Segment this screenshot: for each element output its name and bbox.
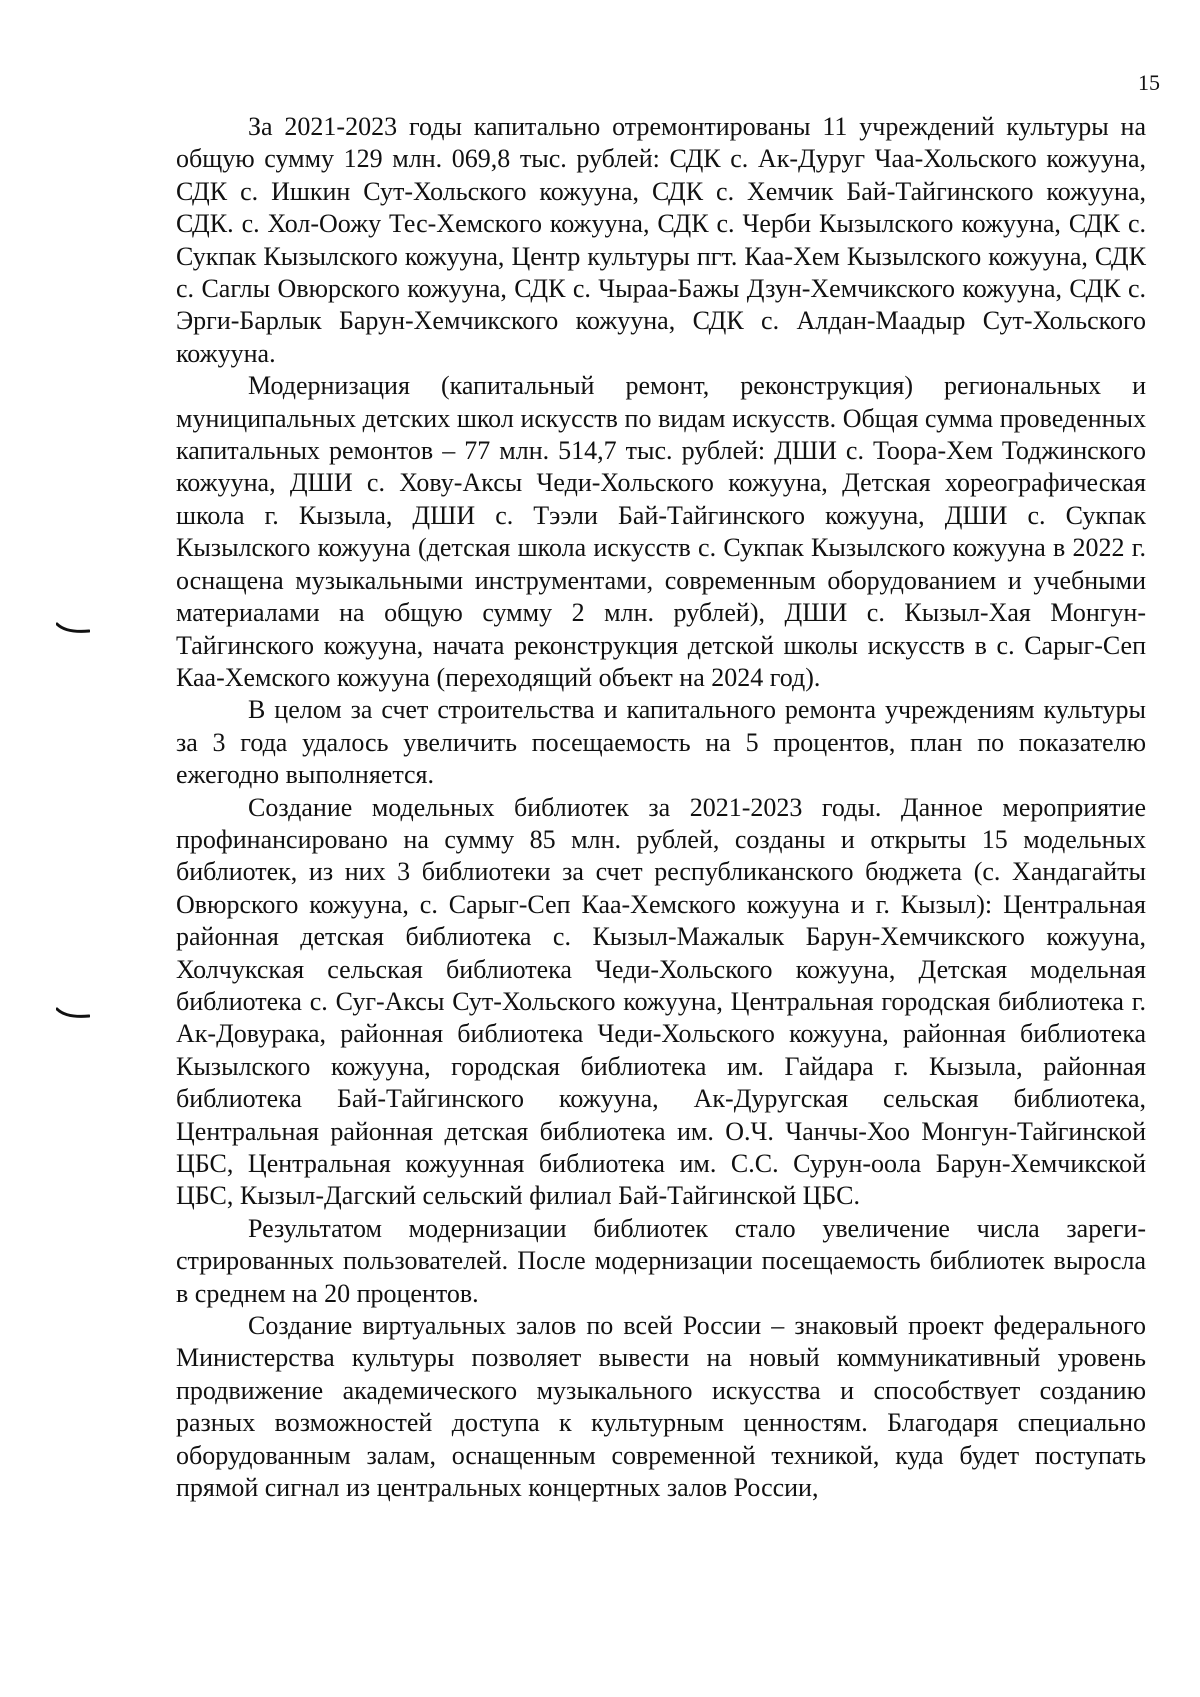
- paragraph-model-libraries: Создание модельных библиотек за 2021-2023 годы. Данное мероприятие профинансировано на сумму 85 млн. рублей, созданы и открыты 15 модельных библиотек, из них 3 библиотеки за счет республиканского бюджета (с. Хандагайты Овюрского кожууна, с. Сарыг-Сеп Каа-Хемского кожууна и г. Кызыл): Центральная районная детская библиотека с. Кызыл-Мажалык Барун-Хемчикского кожууна, Холчукская сельская библиотека Чеди-Хольского кожууна, Детская модельная библиотека с. Суг-Аксы Сут-Хольского кожууна, Центральная городская библиотека г. Ак-Довурака, районная библиотека Чеди-Хольского кожууна, районная библиотека Кызылского кожууна, городская библиотека им. Гайдара г. Кызыла, районная библиотека Бай-Тайгинского кожууна, Ак-Дуругская сельская библиотека, Центральная районная детская библиотека им. О.Ч. Чанчы-Хоо Монгун-Тайгинской ЦБС, Центральная кожуунная библиотека им. С.С. Сурун-оола Барун-Хемчикской ЦБС, Кызыл-Дагский сельский филиал Бай-Тайгинской ЦБС.: [176, 792, 1146, 1211]
- paragraph-culture-repairs: За 2021-2023 годы капитально отремонтированы 11 учреждений культуры на общую сумму 129 млн. 069,8 тыс. рублей: СДК с. Ак-Дуруг Чаа-Хольского кожууна, СДК с. Ишкин Сут-Хольского кожууна, СДК с. Хемчик Бай-Тайгинского кожууна, СДК. с. Хол-Оожу Тес-Хемского кожууна, СДК с. Черби Кызылского кожууна, СДК с. Сукпак Кызылского кожууна, Центр культуры пгт. Каа-Хем Кызылского кожууна, СДК с. Саглы Овюрского кожууна, СДК с. Чыраа-Бажы Дзун-Хемчикского кожууна, СДК с. Эрги-Барлык Барун-Хемчикского кожууна, СДК с. Алдан-Маадыр Сут-Хольского кожууна.: [176, 112, 1146, 368]
- paragraph-virtual-halls: Создание виртуальных залов по всей России – знаковый проект федерального Министерства культуры позволяет вывести на новый коммуникативный уровень продвижение академического музыкального искусства и способствует созданию разных возможностей доступа к культурным ценностям. Благодаря специально оборудованным залам, оснащенным современной техникой, куда будет поступать прямой сигнал из центральных концертных залов России,: [176, 1311, 1146, 1503]
- curved-pen-mark-icon: [56, 1007, 90, 1019]
- paragraph-library-results: Результатом модернизации библиотек стало увеличение числа зарегистрированных пользователей. После модернизации посещаемость библиотек выросла в среднем на 20 процентов.: [176, 1213, 1146, 1308]
- paragraph-attendance: В целом за счет строительства и капитального ремонта учреждениям культуры за 3 года удалось увеличить посещаемость на 5 процентов, план по показателю ежегодно выполняется.: [176, 695, 1146, 790]
- paragraph-art-schools: Модернизация (капитальный ремонт, реконструкция) региональных и муниципальных детских школ искусств по видам искусств. Общая сумма проведенных капитальных ремонтов – 77 млн. 514,7 тыс. рублей: ДШИ с. Тоора-Хем Тоджинского кожууна, ДШИ с. Хову-Аксы Чеди-Хольского кожууна, Детская хореографическая школа г. Кызыла, ДШИ с. Тээли Бай-Тайгинского кожууна, ДШИ с. Сукпак Кызылского кожууна (детская школа искусств с. Сукпак Кызылского кожууна в 2022 г. оснащена музыкальными инструментами, современным оборудованием и учебными материалами на общую сумму 2 млн. рублей), ДШИ с. Кызыл-Хая Монгун-Тайгинского кожууна, начата реконструкция детской школы искусств в с. Сарыг-Сеп Каа-Хемского кожууна (переходящий объект на 2024 год).: [176, 371, 1146, 692]
- document-body: [176, 111, 1146, 1504]
- page-number: 15: [1138, 70, 1160, 95]
- curved-pen-mark-icon: [56, 622, 90, 634]
